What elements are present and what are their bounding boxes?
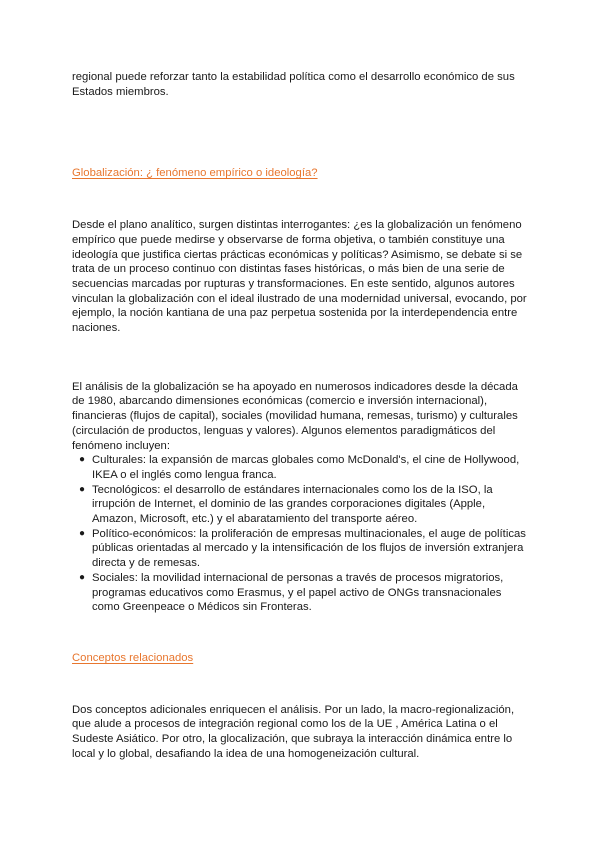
concepts-paragraph: Dos conceptos adicionales enriquecen el análisis. Por un lado, la macro-regionalización, que alude a procesos de integración regional como los de la UE , América Latina o el Sudeste Asiático. Por otro, la glocalización, que subraya la interacción dinámica entre lo local y lo global, desafiando la idea de una homogeneización cultural.	[72, 703, 515, 760]
bullet-icon: ●	[79, 483, 86, 495]
bullet-icon: ●	[79, 527, 86, 539]
list-item-text: Político-económicos: la proliferación de empresas multinacionales, el auge de políticas públicas orientadas al mercado y la intensificación de los flujos de inversión extranjera directa y de remesas.	[92, 527, 526, 570]
section-heading-conceptos[interactable]: Conceptos relacionados	[72, 651, 194, 664]
document-page	[72, 70, 530, 762]
list-item-text: Tecnológicos: el desarrollo de estándares internacionales como los de la ISO, la irrupción de Internet, el dominio de las grandes corporaciones digitales (Apple, Amazon, Microsoft, etc.) y el abaratamiento del transporte aéreo.	[92, 483, 493, 526]
bullet-icon: ●	[79, 571, 86, 583]
bullet-icon: ●	[79, 454, 86, 466]
intro-continuation-paragraph: regional puede reforzar tanto la estabilidad política como el desarrollo económico de sus Estados miembros.	[72, 71, 515, 98]
list-item-text: Sociales: la movilidad internacional de personas a través de procesos migratorios, programas educativos como Erasmus, y el papel activo de ONGs transnacionales como Greenpeace o Médicos sin Fronteras.	[92, 571, 504, 614]
analytic-paragraph: Desde el plano analítico, surgen distintas interrogantes: ¿es la globalización un fenómeno empírico que puede medirse y observarse de forma objetiva, o también constituye una ideología que justifica ciertas prácticas económicas y políticas? Asimismo, se debate si se trata de un proceso continuo con distintas fases históricas, o más bien de una serie de secuencias marcadas por rupturas y transformaciones. En este sentido, algunos autores vinculan la globalización con el ideal ilustrado de una modernidad universal, evocando, por ejemplo, la noción kantiana de una paz perpetua sostenida por la interdependencia entre naciones.	[72, 219, 527, 335]
indicators-paragraph: El análisis de la globalización se ha apoyado en numerosos indicadores desde la década de 1980, abarcando dimensiones económicas (comercio e inversión internacional), financieras (flujos de capital), sociales (movilidad humana, remesas, turismo) y culturales (circulación de productos, lenguas y valores). Algunos elementos paradigmáticos del fenómeno incluyen:	[72, 380, 518, 452]
section-heading-globalizacion[interactable]: Globalización: ¿ fenómeno empírico o ideología?	[72, 167, 318, 180]
elements-bullet-list	[72, 453, 530, 615]
list-item	[72, 453, 530, 482]
list-item	[72, 527, 530, 571]
list-item	[72, 483, 530, 527]
list-item-text: Culturales: la expansión de marcas globales como McDonald's, el cine de Hollywood, IKEA o el inglés como lengua franca.	[92, 454, 520, 481]
list-item	[72, 571, 530, 615]
